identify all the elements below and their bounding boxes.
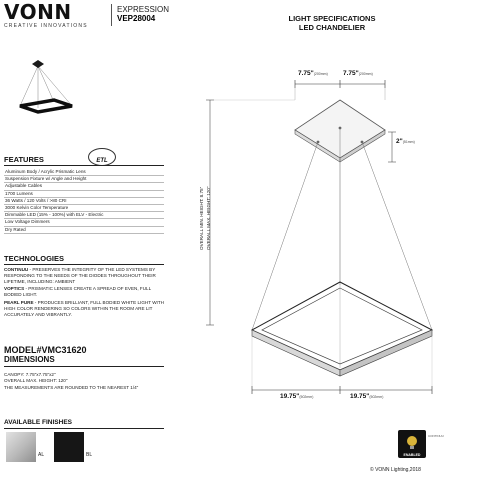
copyright: © VONN Lighting,2018 [370, 467, 421, 473]
fixture-width-left-value: 19.75" [280, 393, 300, 400]
feature-item: 1700 Lumens [4, 191, 164, 198]
model-line [4, 345, 87, 355]
spec-title [262, 14, 402, 32]
finish-label-al: AL [38, 452, 45, 458]
finishes-heading: AVAILABLE FINISHES [4, 419, 73, 426]
technology-item [4, 286, 164, 298]
canopy-height-value: 2" [396, 138, 403, 145]
enabled-badge-caption: CONTINUU [428, 434, 444, 438]
technologies-list [4, 267, 164, 319]
fixture-width-right-value: 19.75" [350, 393, 370, 400]
feature-item: Adjustable Cables [4, 183, 164, 190]
canopy-height-unit: (51mm) [402, 140, 415, 144]
dimensions-heading: DIMENSIONS [4, 355, 55, 364]
canopy-width-right-value: 7.75" [343, 70, 359, 77]
max-height-label: OVERALL MAX. HEIGHT: 120" [206, 186, 211, 250]
technology-text: - PRODUCES BRILLIANT, FULL BODIED WHITE LIGHT WITH HIGH COLOR RENDERING SO COLORS WITHIN THE ROOM ARE LIT ACCURATELY AND VIBRANTLY. [4, 299, 164, 317]
finish-swatch-black [54, 432, 84, 462]
dim-canopy: CANOPY: 7.75"x7.75"x2" [4, 372, 56, 377]
feature-item: Low Voltage Dimmers [4, 219, 164, 226]
header-divider [111, 4, 112, 26]
brand-tagline: CREATIVE INNOVATIONS [4, 23, 88, 29]
feature-item: Suspension Fixture w/ Angle and Height [4, 176, 164, 183]
features-heading: FEATURES [4, 155, 44, 164]
spec-title-line1: LIGHT SPECIFICATIONS [288, 14, 376, 23]
finishes-rule [4, 428, 164, 429]
technical-drawing [200, 70, 470, 430]
model-label: MODEL# [4, 345, 42, 355]
dim-max-height: OVERALL MAX. HEIGHT: 120" [4, 378, 68, 384]
features-list [4, 169, 164, 234]
technologies-heading: TECHNOLOGIES [4, 254, 65, 263]
finish-swatch-aluminum [6, 432, 36, 462]
technology-text: - PRESERVES THE INTEGRITY OF THE LED SYSTEMS BY RESPONDING TO THE NEEDS OF THE DIODES THROUGHOUT THEIR LIFETIME, INCLUDING: AMBIENT [4, 267, 156, 284]
features-rule [4, 165, 164, 166]
technology-text: - PRISMATIC LENSES CREATE A SPREAD OF EVEN, FULL BODIED LIGHT. [4, 286, 151, 298]
product-thumbnail [14, 56, 78, 152]
dim-note: THE MEASUREMENTS ARE ROUNDED TO THE NEAREST 1/4" [4, 384, 139, 390]
technology-item [4, 267, 164, 284]
dimensions-rule [4, 366, 164, 367]
fixture-width-right-label [350, 393, 383, 400]
feature-item: Aluminum Body / Acrylic Prismatic Lens [4, 169, 164, 176]
technologies-rule [4, 264, 164, 265]
etl-certification-icon [88, 148, 116, 166]
spec-title-line2: LED CHANDELIER [298, 23, 366, 32]
finish-label-bl: BL [86, 452, 93, 458]
feature-item: Dimmable LED (15% - 100%) with ELV - Electric [4, 212, 164, 219]
fixture-width-left-label [280, 393, 313, 400]
canopy-width-left-label [298, 70, 328, 77]
model-number: VEP28004 [117, 14, 156, 23]
feature-item: 36 Watts / 120 Volts / >80 CRI [4, 198, 164, 205]
enabled-badge-label: ENABLED [403, 453, 421, 457]
brand-logo [4, 2, 109, 32]
model-value: VMC31620 [41, 345, 87, 355]
technology-item [4, 300, 164, 317]
canopy-width-left-unit: (200mm) [313, 72, 328, 76]
canopy-width-right-label [343, 70, 373, 77]
fixture-width-right-unit: (502mm) [369, 395, 384, 399]
dimensions-list [4, 372, 154, 391]
technology-name: CONTINUU [4, 267, 29, 272]
feature-item: Dry Rated [4, 227, 164, 234]
canopy-width-left-value: 7.75" [298, 70, 314, 77]
technology-name: PEARL PURE [4, 299, 34, 305]
series-name: EXPRESSION [117, 5, 170, 14]
feature-item: 3000 Kelvin Color Temperature [4, 205, 164, 212]
technology-name: VOPTICS [4, 286, 25, 292]
canopy-height-label [396, 138, 415, 145]
fixture-width-left-unit: (502mm) [299, 395, 314, 399]
min-height-label: OVERALL MIN. HEIGHT: 8.75" [199, 186, 204, 250]
canopy-width-right-unit: (200mm) [358, 72, 373, 76]
brand-wordmark: VONN [4, 0, 72, 24]
etl-mark-text: ETL [96, 158, 108, 164]
